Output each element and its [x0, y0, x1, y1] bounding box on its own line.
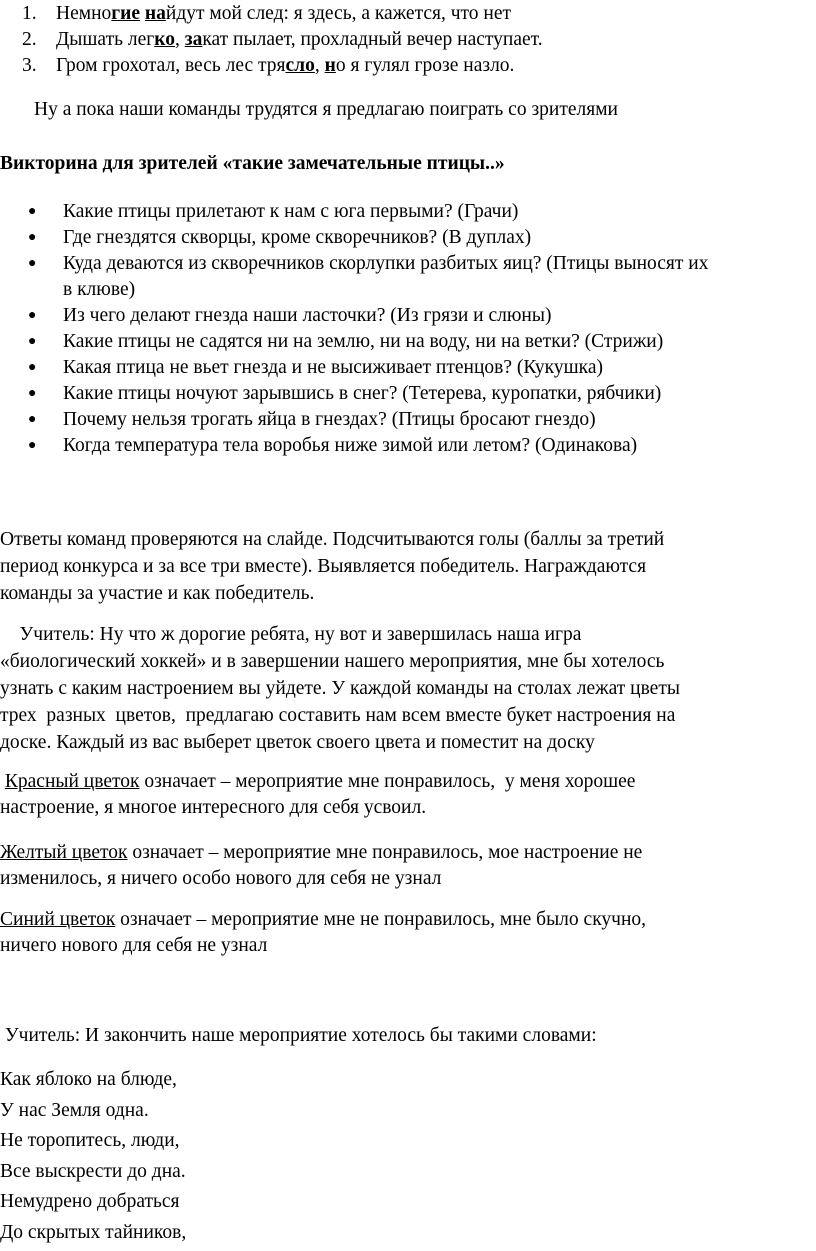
bullet-icon: ● [28, 252, 36, 276]
intro-line: Ну а пока наши команды трудятся я предлагаю поиграть со зрителями [34, 98, 816, 122]
bullet-icon: ● [28, 226, 36, 250]
flower-red [0, 770, 812, 822]
text-run: означает – мероприятие мне понравилось, мое настроение не [127, 842, 642, 863]
bullet-icon: ● [28, 434, 36, 458]
intro-text [34, 98, 816, 122]
list-item-text [56, 2, 511, 26]
teacher-paragraph [0, 623, 812, 758]
list-item-text: Какая птица не вьет гнезда и не высиживает птенцов? (Кукушка) [63, 356, 603, 380]
list-item [0, 54, 812, 80]
flower-label-blue: Синий цветок [0, 909, 115, 930]
text-run: Гром грохотал, весь лес тря [56, 55, 286, 76]
list-item-text: Куда деваются из скворечников скорлупки разбитых яиц? (Птицы выносят их [63, 252, 708, 276]
list-item [0, 200, 812, 226]
paragraph-line: команды за участие и как победитель. [0, 582, 812, 609]
paragraph-line: Ответы команд проверяются на слайде. Подсчитываются голы (баллы за третий [0, 528, 812, 555]
bullet-icon: ● [28, 200, 36, 224]
paragraph-line: ничего нового для себя не узнал [0, 934, 812, 960]
list-item-text: Какие птицы ночуют зарывшись в снег? (Тетерева, куропатки, рябчики) [63, 382, 661, 406]
flower-blue [0, 908, 812, 960]
bullet-icon: ● [28, 382, 36, 406]
paragraph-line: изменилось, я ничего особо нового для себя не узнал [0, 867, 812, 893]
list-item-text: в клюве) [63, 278, 135, 302]
bullet-icon: ● [28, 330, 36, 354]
paragraph-line: Учитель: И закончить наше мероприятие хотелось бы такими словами: [0, 1024, 812, 1048]
list-item-text [56, 28, 543, 52]
list-item [0, 330, 812, 356]
list-item [0, 408, 812, 434]
answers-paragraph [0, 528, 812, 609]
list-number: 3. [22, 54, 37, 78]
list-item-text: Почему нельзя трогать яйца в гнездах? (Птицы бросают гнездо) [63, 408, 596, 432]
text-run: означает – мероприятие мне понравилось, у меня хорошее [139, 771, 635, 792]
text-run: , [175, 29, 185, 50]
list-item-text: Какие птицы прилетают к нам с юга первыми? (Грачи) [63, 200, 518, 224]
paragraph-line: период конкурса и за все три вместе). Выявляется победитель. Награждаются [0, 555, 812, 582]
list-item-text: Какие птицы не садятся ни на землю, ни на воду, ни на ветки? (Стрижи) [63, 330, 663, 354]
list-item [0, 28, 812, 54]
poem-line: У нас Земля одна. [0, 1099, 812, 1130]
list-item-continuation [0, 278, 812, 304]
text-run: Дышать лег [56, 29, 154, 50]
list-number: 1. [22, 2, 37, 26]
list-item-text [56, 54, 514, 78]
paragraph-line: доске. Каждый из вас выберет цветок своего цвета и поместит на доску [0, 731, 812, 758]
paragraph-line: настроение, я многое интересного для себя усвоил. [0, 796, 812, 822]
quiz-title-text: Викторина для зрителей «такие замечательные птицы..» [0, 152, 812, 176]
text-run-emphasis: на [145, 3, 166, 24]
bullet-icon: ● [28, 408, 36, 432]
poem [0, 1068, 812, 1251]
list-item [0, 434, 812, 460]
poem-line: До скрытых тайников, [0, 1221, 812, 1251]
list-item [0, 2, 812, 28]
paragraph-line: Учитель: Ну что ж дорогие ребята, ну вот и завершилась наша игра [0, 623, 812, 650]
text-run: означает – мероприятие мне не понравилось, мне было скучно, [115, 909, 646, 930]
text-run-emphasis: гие [111, 3, 140, 24]
numbered-list [0, 2, 812, 80]
bullet-icon: ● [28, 356, 36, 380]
list-item-text: Когда температура тела воробья ниже зимой или летом? (Одинакова) [63, 434, 637, 458]
poem-line: Как яблоко на блюде, [0, 1068, 812, 1099]
paragraph-line: узнать с каким настроением вы уйдете. У каждой команды на столах лежат цветы [0, 677, 812, 704]
flower-label-red: Красный цветок [5, 771, 140, 792]
quiz-list [0, 200, 812, 460]
text-run: кат пылает, прохладный вечер наступает. [202, 29, 542, 50]
list-item [0, 226, 812, 252]
list-number: 2. [22, 28, 37, 52]
poem-line: Все выскрести до дна. [0, 1160, 812, 1191]
text-run: о я гулял грозе назло. [336, 55, 515, 76]
list-item [0, 252, 812, 278]
text-run-emphasis: сло [286, 55, 315, 76]
poem-line: Не торопитесь, люди, [0, 1129, 812, 1160]
text-run: , [315, 55, 325, 76]
list-item-text: Из чего делают гнезда наши ласточки? (Из грязи и слюны) [63, 304, 551, 328]
bullet-icon: ● [28, 304, 36, 328]
quiz-title [0, 152, 812, 176]
closing-line [0, 1024, 812, 1048]
list-item [0, 304, 812, 330]
text-run-emphasis: за [185, 29, 203, 50]
flower-label-yellow: Желтый цветок [0, 842, 127, 863]
text-run: йдут мой след: я здесь, а кажется, что нет [166, 3, 511, 24]
text-run-emphasis: ко [154, 29, 175, 50]
list-item [0, 356, 812, 382]
list-item [0, 382, 812, 408]
poem-line: Немудрено добраться [0, 1190, 812, 1221]
paragraph-line: трех разных цветов, предлагаю составить нам всем вместе букет настроения на [0, 704, 812, 731]
flower-yellow [0, 841, 812, 893]
paragraph-line: «биологический хоккей» и в завершении нашего мероприятия, мне бы хотелось [0, 650, 812, 677]
list-item-text: Где гнездятся скворцы, кроме скворечников? (В дуплах) [63, 226, 531, 250]
text-run: Немно [56, 3, 111, 24]
text-run-emphasis: н [325, 55, 336, 76]
